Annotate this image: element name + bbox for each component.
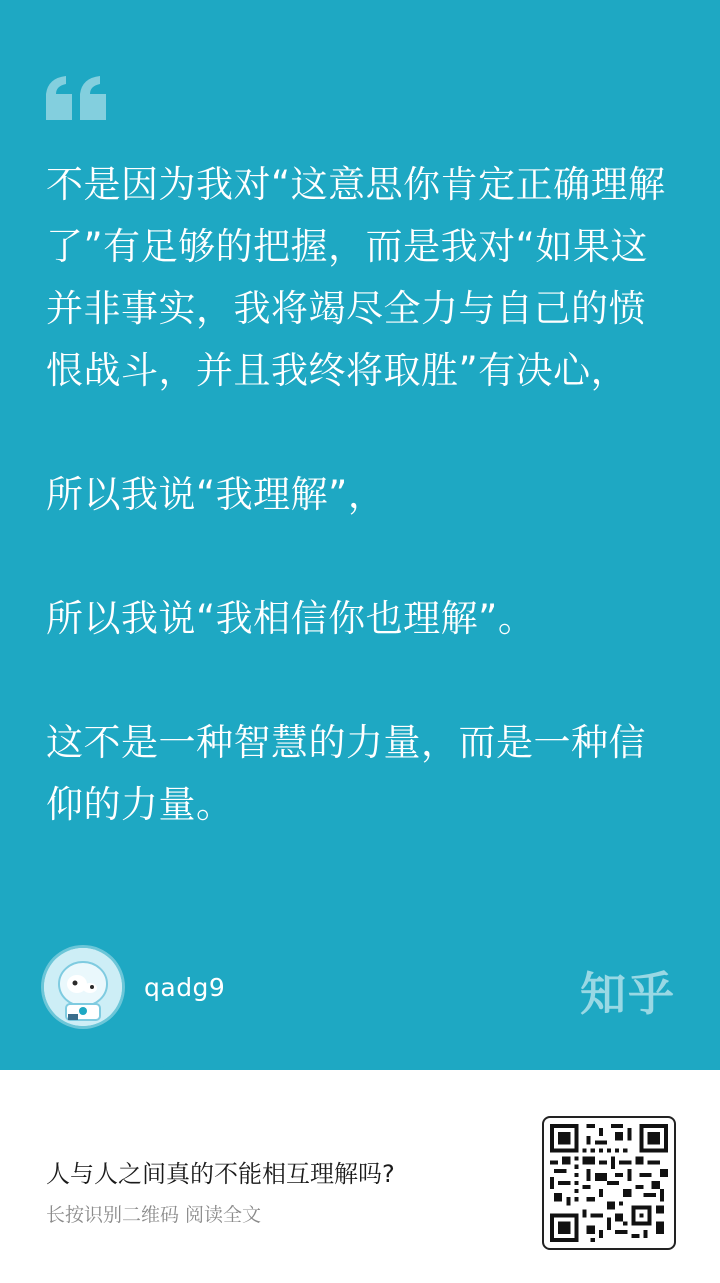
avatar-astronaut-icon — [44, 948, 122, 1026]
quote-paragraph: 所以我说“我理解”， — [46, 473, 386, 516]
author-row — [44, 948, 225, 1026]
quote-text — [46, 154, 678, 836]
qr-code-icon — [550, 1124, 668, 1242]
quote-mark-icon — [44, 74, 110, 122]
quote-paragraph: 不是因为我对“这意思你肯定正确理解了”有足够的把握，而是我对“如果这并非事实，我将竭尽全力与自己的愤恨战斗，并且我终将取胜”有决心， — [46, 163, 666, 392]
footer — [0, 1070, 720, 1283]
quote-paragraph: 所以我说“我相信你也理解”。 — [46, 597, 536, 640]
quote-paragraph: 这不是一种智慧的力量，而是一种信仰的力量。 — [46, 721, 646, 826]
zhihu-logo: 知乎 — [580, 967, 676, 1021]
avatar — [44, 948, 122, 1026]
author-name: qadg9 — [144, 972, 226, 1002]
qr-code[interactable] — [542, 1116, 676, 1250]
qr-hint: 长按识别二维码 阅读全文 — [46, 1204, 262, 1226]
question-title[interactable]: 人与人之间真的不能相互理解吗? — [46, 1160, 395, 1188]
